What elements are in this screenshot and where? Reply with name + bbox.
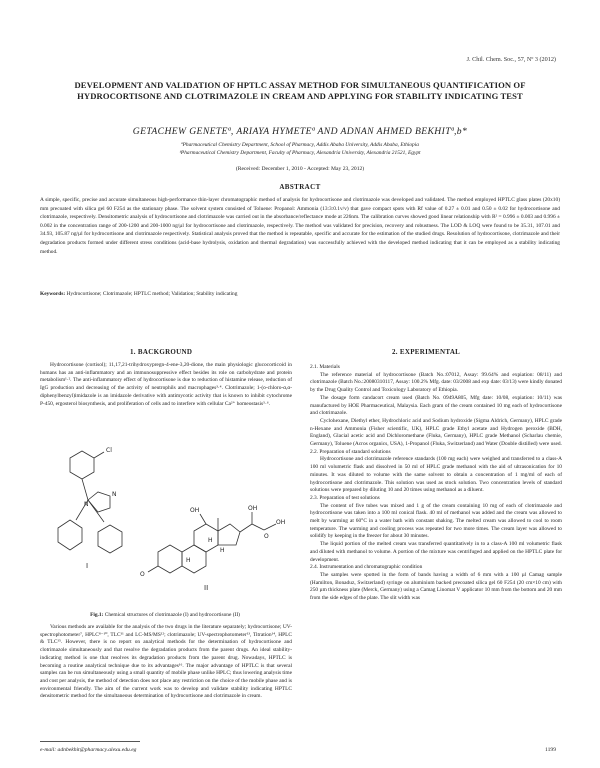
background-methods (40, 624, 292, 701)
figure-label: Fig.1: (90, 612, 104, 618)
experimental-paragraph-7: The samples were spotted in the form of bands having a width of 6 mm with a 100 µl Camag sample (Hamilton, Bonaduz, Switzerland) syringe on aluminium backed precoated silica gel 60 F254 (20 cm×10 cm) with 250 µm thickness plate (Merck, Germany) using a Camag Linomat V applicator 10 mm from the bottom and 20 mm from the side edges of the plate. The slit width was (310, 571, 562, 602)
background-heading: 1. BACKGROUND (130, 348, 193, 356)
page-number: 1199 (545, 747, 556, 753)
label-oh-11: OH (190, 507, 200, 514)
chemical-structures-figure (40, 440, 290, 610)
figure-caption (40, 612, 290, 618)
label-cl: Cl (106, 447, 112, 454)
label-h1: H (186, 557, 191, 564)
subheading-materials: 2.1. Materials (310, 364, 340, 370)
keywords-label: Keywords: (40, 291, 66, 297)
label-h2: H (208, 537, 213, 544)
abstract-text: A simple, specific, precise and accurate simultaneous high-performance thin-layer chromatographic method of analysis for hydrocortisone and clotrimazole was developed and validated. The method employed HPTLC glass plates (20x10) mm precoated with silica gel 60 F254 as the stationary phase. The solvent system consisted of Toluene: Propanol: Ammonia (13:3:0.1v/v) that gave compact spots with Rf value of 0.27 ± 0.01 and 0.50 ± 0.02 for hydrocortisone and clotrimazole, respectively. Densitometric analysis of hydrocortisone and clotrimazole was carried out in the absorbance/reflectance mode at 226nm. The calibration curves showed good linear relationship with R² = 0.996 ± 0.003 and 0.996 ± 0.002 in the concentration range of 200-1200 and 200-1000 ng/µl for hydrocortisone and clotrimazole, respectively. The method was validated for precision, recovery and robustness. The LOD & LOQ were found to be 35.31, 107.01 and 34.93, 105.87 ng/µl for hydrocortisone and clotrimazole respectively. Statistical analysis proved that the method is repeatable, specific and accurate for the estimation of the studied drugs. Resolution of hydrocortisone, clotrimazole and their degradation products formed under different stress conditions (acid-base hydrolysis, oxidation and thermal degradation) was successfully achieved with the developed method indicating that it can be employed as a stability indicating method. (40, 197, 560, 255)
label-h3: H (220, 547, 225, 554)
phenyl-ring-1 (58, 520, 82, 550)
keywords-text: Hydrocortisone; Clotrimazole; HPTLC method; Validation; Stability indicating (66, 291, 238, 297)
ring-d (218, 524, 240, 545)
abstract-heading: ABSTRACT (279, 183, 321, 191)
experimental-paragraph-5: The content of five tubes was mixed and 1 g of the cream containing 10 mg of each of clotrimazole and hydrocortisone was taken into a 100 ml conical flask. 40 ml of methanol was added and the cream was allowed to melt by warming at 60°C in a water bath with constant shaking. The melted cream was allowed to cool to room temperature. The warming and cooling process was repeated for two more times. The cream layer was allowed to solidify by keeping in the freezer for about 30 minutes. (310, 502, 562, 540)
affiliation-b: ᵇPharmaceutical Chemistry Department, Faculty of Pharmacy, Alexandria University, Alexandria 21521, Egypt (179, 150, 421, 156)
background-paragraph-1: Hydrocortisone (cortisol); 11,17,21-trihydroxypregn-4-ene-3,20-dione, the main physiologic glucocorticoid in humans has an anti-inflammatory and an immunosuppressive effect besides its role on carbohydrate and protein metabolism¹·². The anti-inflammatory effect of hydrocortisone is due to reduction of histamine release, reduction of IgG production and decreasing of the activity of neutrophils and macrophages³·⁴. Clotrimazole; 1-(o-chloro-α,α-diphenylbenzyl)imidazole is an imidazole derivative with antimycotic activity that is known to inhibit cytochrome P-450, ergosterol biosynthesis, and proliferation of cells and to interfere with cellular Ca²⁺ homeostasis⁵·⁶. (40, 362, 292, 407)
label-oh-17: OH (248, 505, 258, 512)
chlorophenyl-ring (70, 451, 94, 479)
imidazole-ring (88, 492, 110, 512)
subheading-instrumentation: 2.4. Instrumentation and chromatographic condition (310, 564, 423, 571)
paper-title: DEVELOPMENT AND VALIDATION OF HPTLC ASSAY METHOD FOR SIMULTANEOUS QUANTIFICATION OF HYDROCORTISONE AND CLOTRIMAZOLE IN CREAM AND APPLYING FOR STABILITY INDICATING TEST (74, 80, 526, 101)
label-o-ketone: O (140, 571, 145, 578)
label-n1: N (112, 491, 117, 498)
subheading-standard-solutions: 2.2. Preparation of standard solutions (310, 448, 391, 455)
experimental-column (310, 364, 562, 603)
keywords (40, 291, 560, 297)
experimental-heading: 2. EXPERIMENTAL (392, 348, 461, 356)
label-n2: N (84, 501, 89, 508)
experimental-paragraph-4: Hydrocortisone and clotrimazole reference standards (100 mg each) were weighed and transferred to a class-A 100 ml volumetric flask and dissolved in 50 ml of HPLC grade methanol with the aid of ultrasonication for 10 minutes. It was diluted to volume with the same solvent to obtain a concentration of 1 mg/ml of each of hydrocortisone and clotrimazole. This solution was used as stock solution. Two concentration levels of standard solutions were prepared by diluting 10 and 20 times using methanol as a diluent. (310, 456, 562, 494)
affiliation-a: ªPharmaceutical Chemistry Department, School of Pharmacy, Addis Ababa University, Addis Ababa, Ethiopia (181, 142, 419, 148)
label-compound-ii: II (204, 584, 209, 592)
structures-drawing (40, 440, 290, 610)
background-paragraph-2: Various methods are available for the analysis of the two drugs in the literature separately; hydrocortisone; UV-spectrophotometer⁷, HPLC⁸⁻¹⁰, TLC¹¹ and LC-MS/MS¹²; clotrimazole; UV-spectrophotometer¹³, Titration¹⁴, HPLC & TLC¹⁵. However, there is no report on analytical methods for the determination of hydrocortisone and clotrimazole simultaneously and that resolve the degradation products from the parent drugs. An ideal stability-indicating method is one that resolves its degradation products from the parent drug. Nowadays, HPTLC is becoming a routine analytical technique due to its advantages¹⁶. The major advantage of HPTLC is that several samples can be run simultaneously using a small quantity of mobile phase unlike HPLC; thus lowering analysis time and cost per analysis, the method of detection does not place any restriction on the choice of the mobile phase and is environmental friendly. The aim of the current work was to develop and validate stability indicating HPTLC densitometric method for the simultaneous determination of hydrocortisone and clotrimazole in cream. (40, 624, 292, 700)
figure-caption-text: Chemical structures of clotrimazole (I) and hydrocortisone (II) (104, 612, 240, 618)
received-dates: (Received: December 1, 2010 - Accepted: May 23, 2012) (235, 166, 365, 172)
subheading-test-solutions: 2.3. Preparation of test solutions (310, 494, 380, 501)
journal-citation: J. Chil. Chem. Soc., 57, Nº 3 (2012) (466, 56, 556, 63)
ring-c (194, 524, 218, 552)
footnote-rule (40, 741, 140, 742)
experimental-paragraph-1: The reference material of hydrocortisone (Batch No.:07012, Assay: 99.64% and expiation: 08/11) and clotrimazole (Batch No.:20080310117, Assay: 100.2% Mfg. date: 03/2008 and exp date: 03/13) were kindly donated by the Drug Quality Control and Toxicology Laboratory of Ethiopia. (310, 371, 562, 394)
ring-a (158, 545, 182, 573)
authors: GETACHEW GENETEª, ARIAYA HYMETEª AND ADNAN AHMED BEKHITª,b* (132, 126, 468, 137)
corresponding-email: e-mail: adnbekhit@pharmacy.alexu.edu.eg (40, 747, 137, 753)
label-compound-i: I (86, 562, 89, 570)
experimental-paragraph-3: Cyclohexane, Diethyl ether, Hydrochloric acid and Sodium hydroxide (Sigma Aldrich, Germany), HPLC grade n-Hexane and Ammonia (Fisher scientific, UK), HPLC grade Ethyl acetate and Hydrogen peroxide (BDH, England), Glacial acetic acid and Dichloromethane (Fluka, Germany), HPLC grade Methanol (Scharlau chemie, Germany), Toluene (Acros organics, USA), 1-Propanol (Fluka, Switzerland) and Water (Double distilled) were used. (310, 417, 562, 448)
label-oh-21: OH (276, 519, 286, 526)
experimental-paragraph-2: The dosage form candacort cream used (Batch No. 0949A805, Mfg date: 10/08, expiation: 10/11) was manufactured by HOE Pharmaceutical, Malaysia. Each gram of the cream contained 10 mg each of hydrocortisone and clotrimazole. (310, 394, 562, 417)
experimental-paragraph-6: The liquid portion of the melted cream was transferred quantitatively in to a class-A 100 ml volumetric flask and diluted with methanol to volume. A portion of the mixture was centrifuged and applied on the HPTLC plate for development. (310, 541, 562, 563)
label-o-20: O (264, 533, 269, 540)
phenyl-ring-2 (98, 525, 122, 553)
background-intro (40, 362, 292, 408)
